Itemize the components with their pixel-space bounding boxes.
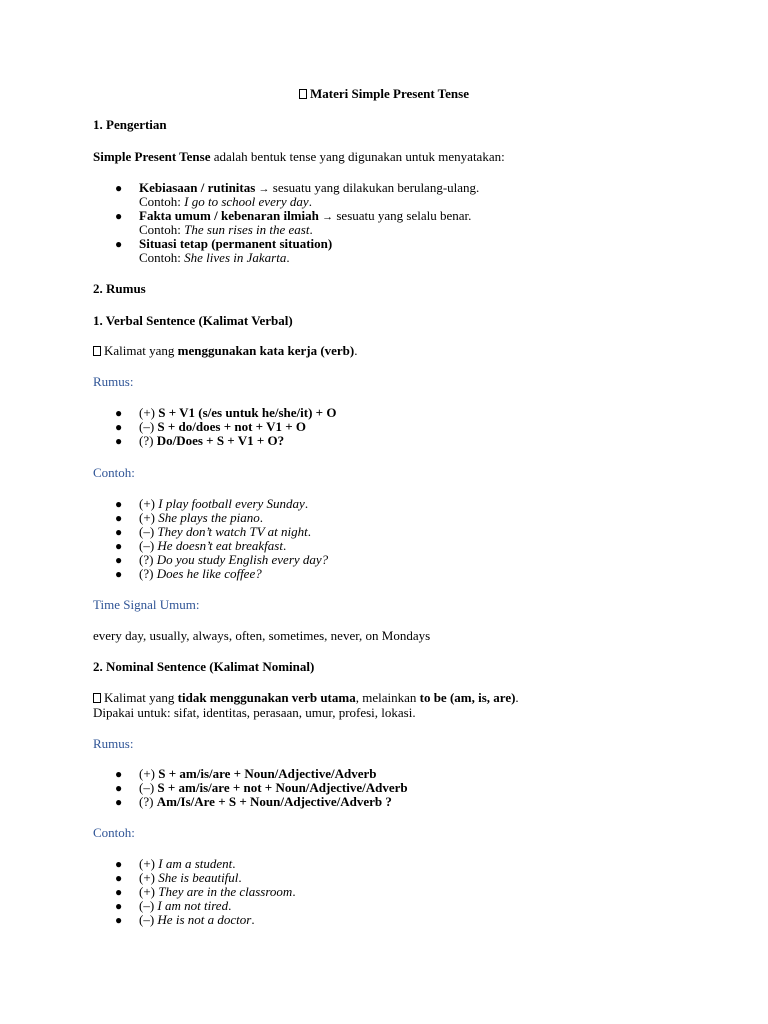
section-heading-rumus: 2. Rumus <box>93 281 146 296</box>
formula-item: (+) S + am/is/are + Noun/Adjective/Adverb <box>139 766 377 781</box>
example-item: (+) She is beautiful. <box>139 870 242 885</box>
bullet-icon: ● <box>115 767 123 781</box>
verbal-description: Kalimat yang menggunakan kata kerja (verb). <box>93 344 358 358</box>
list-item: Fakta umum / kebenaran ilmiah → sesuatu yang selalu benar. <box>139 208 472 223</box>
arrow-right-icon: → <box>258 183 270 195</box>
time-signal-label: Time Signal Umum: <box>93 597 200 612</box>
contoh-label: Contoh: <box>93 465 135 480</box>
bullet-icon: ● <box>115 209 123 223</box>
formula-item: (+) S + V1 (s/es untuk he/she/it) + O <box>139 405 337 420</box>
example-item: (?) Do you study English every day? <box>139 552 329 567</box>
example-item: (?) Does he like coffee? <box>139 566 262 581</box>
example-item: (+) She plays the piano. <box>139 510 263 525</box>
bullet-icon: ● <box>115 567 123 581</box>
bullet-icon: ● <box>115 525 123 539</box>
bullet-icon: ● <box>115 913 123 927</box>
rumus-label: Rumus: <box>93 374 134 389</box>
formula-item: (?) Am/Is/Are + S + Noun/Adjective/Adverb ? <box>139 794 392 809</box>
example-line: Contoh: I go to school every day. <box>139 194 312 209</box>
example-item: (–) He doesn’t eat breakfast. <box>139 538 287 553</box>
example-line: Contoh: The sun rises in the east. <box>139 222 313 237</box>
nominal-description: Kalimat yang tidak menggunakan verb utama, melainkan to be (am, is, are). <box>93 691 519 705</box>
nominal-usage: Dipakai untuk: sifat, identitas, perasaan, umur, profesi, lokasi. <box>93 705 416 720</box>
formula-item: (?) Do/Does + S + V1 + O? <box>139 433 285 448</box>
bullet-icon: ● <box>115 795 123 809</box>
bullet-icon: ● <box>115 857 123 871</box>
section-heading-pengertian: 1. Pengertian <box>93 117 167 132</box>
missing-glyph-icon <box>93 346 101 356</box>
list-item: Kebiasaan / rutinitas → sesuatu yang dilakukan berulang-ulang. <box>139 180 480 195</box>
bullet-icon: ● <box>115 406 123 420</box>
contoh-label: Contoh: <box>93 825 135 840</box>
bullet-icon: ● <box>115 885 123 899</box>
bullet-icon: ● <box>115 539 123 553</box>
example-item: (+) I play football every Sunday. <box>139 496 309 511</box>
formula-item: (–) S + do/does + not + V1 + O <box>139 419 307 434</box>
example-item: (–) He is not a doctor. <box>139 912 255 927</box>
bullet-icon: ● <box>115 181 123 195</box>
missing-glyph-icon <box>299 89 307 99</box>
intro-paragraph: Simple Present Tense adalah bentuk tense yang digunakan untuk menyatakan: <box>93 149 505 164</box>
bullet-icon: ● <box>115 899 123 913</box>
example-line: Contoh: She lives in Jakarta. <box>139 250 290 265</box>
bullet-icon: ● <box>115 871 123 885</box>
bullet-icon: ● <box>115 781 123 795</box>
bullet-icon: ● <box>115 420 123 434</box>
rumus-label: Rumus: <box>93 736 134 751</box>
missing-glyph-icon <box>93 693 101 703</box>
example-item: (+) They are in the classroom. <box>139 884 296 899</box>
subsection-heading-verbal: 1. Verbal Sentence (Kalimat Verbal) <box>93 313 293 328</box>
bullet-icon: ● <box>115 511 123 525</box>
example-item: (+) I am a student. <box>139 856 236 871</box>
subsection-heading-nominal: 2. Nominal Sentence (Kalimat Nominal) <box>93 659 315 674</box>
bullet-icon: ● <box>115 497 123 511</box>
list-item: Situasi tetap (permanent situation) <box>139 236 333 251</box>
bullet-icon: ● <box>115 434 123 448</box>
formula-item: (–) S + am/is/are + not + Noun/Adjective/Adverb <box>139 780 408 795</box>
arrow-right-icon: → <box>322 211 334 223</box>
bullet-icon: ● <box>115 237 123 251</box>
bullet-icon: ● <box>115 553 123 567</box>
page-title: Materi Simple Present Tense <box>93 87 675 101</box>
example-item: (–) I am not tired. <box>139 898 232 913</box>
time-signal-text: every day, usually, always, often, sometimes, never, on Mondays <box>93 628 431 643</box>
example-item: (–) They don’t watch TV at night. <box>139 524 312 539</box>
